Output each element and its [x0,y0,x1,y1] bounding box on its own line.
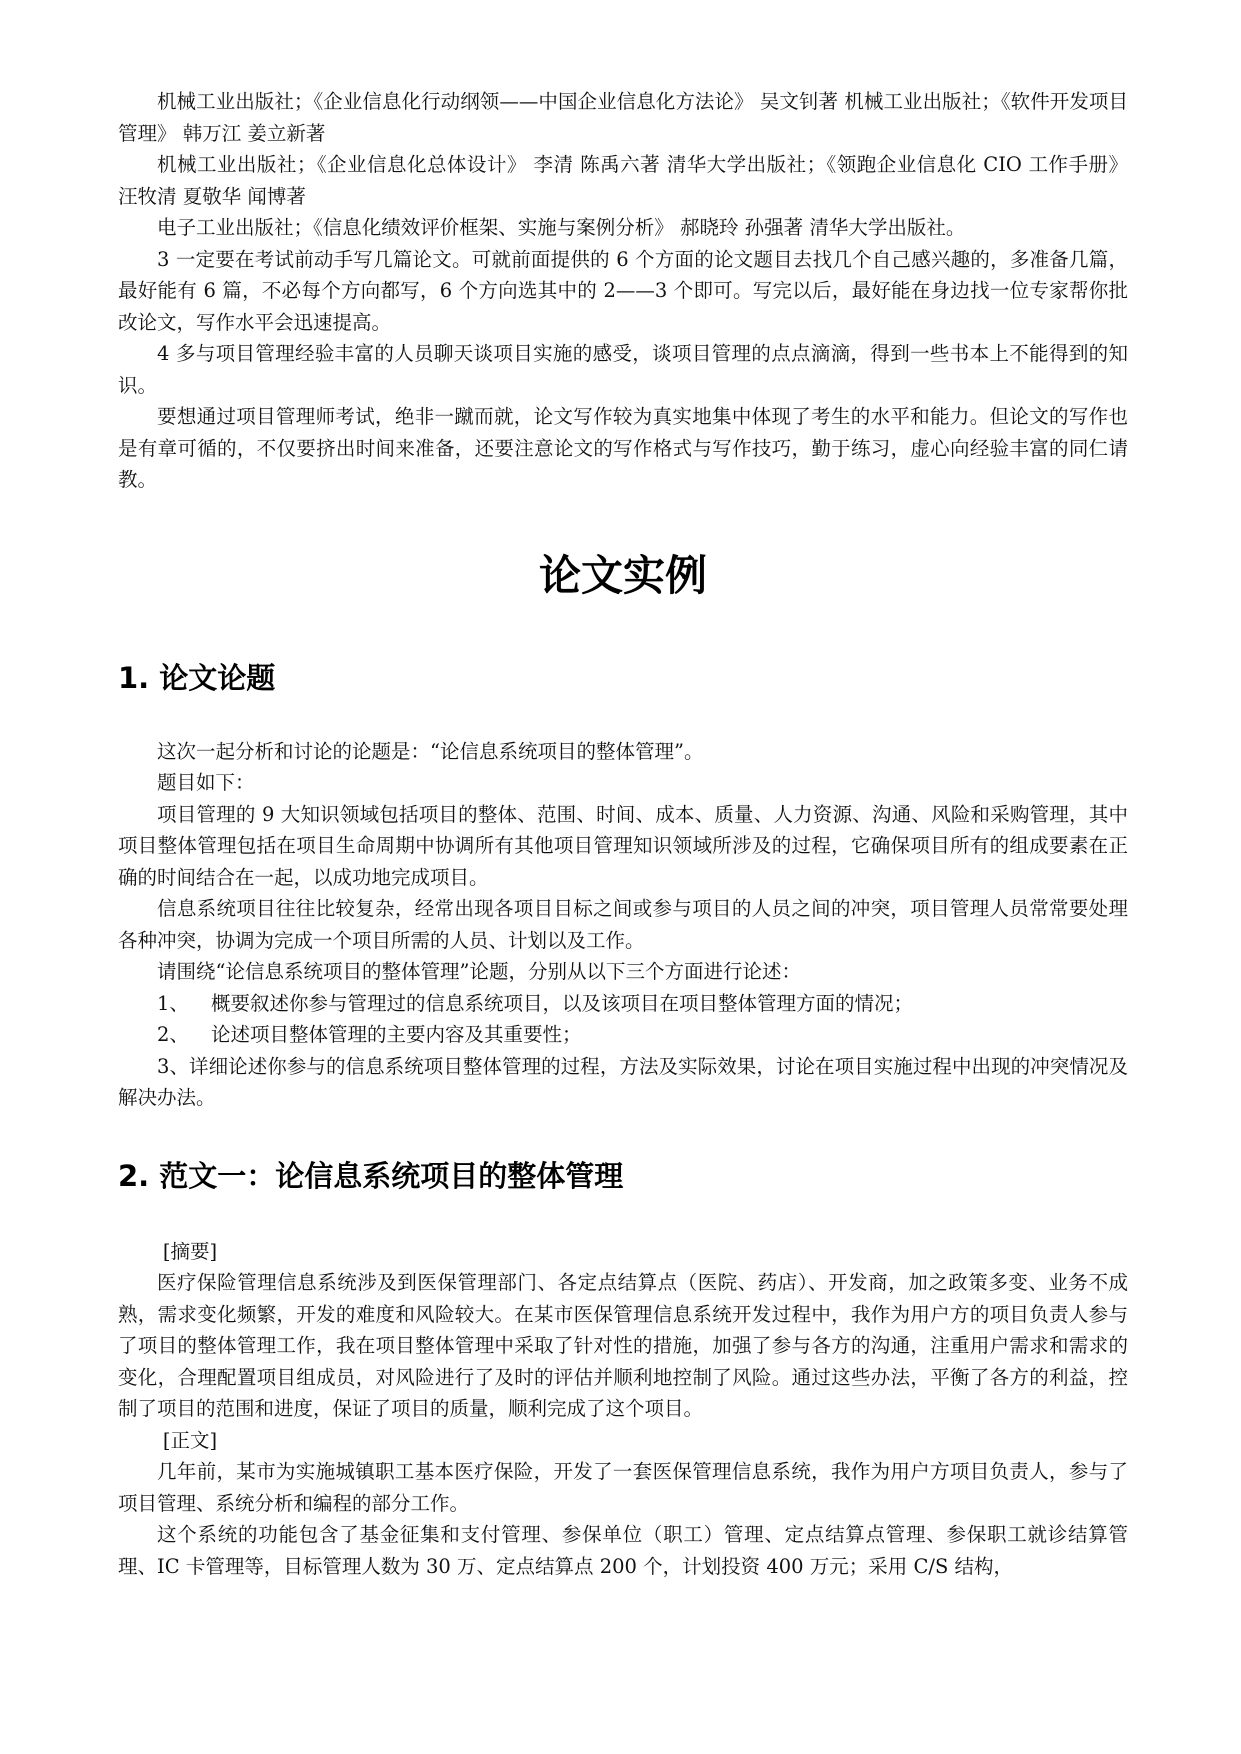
section1-list-item-3: 3、详细论述你参与的信息系统项目整体管理的过程，方法及实际效果，讨论在项目实施过程中出现的冲突情况及解决办法。 [118,1054,1128,1109]
section1-heading: 1. 论文论题 [118,660,276,695]
section1-paragraph-4: 信息系统项目往往比较复杂，经常出现各项目目标之间或参与项目的人员之间的冲突，项目管理人员常常要处理各种冲突，协调为完成一个项目所需的人员、计划以及工作。 [118,897,1128,952]
abstract-label: [摘要] [162,1239,218,1263]
body-paragraph-1: 几年前，某市为实施城镇职工基本医疗保险，开发了一套医保管理信息系统，我作为用户方项目负责人，参与了项目管理、系统分析和编程的部分工作。 [118,1460,1128,1515]
abstract-paragraph: 医疗保险管理信息系统涉及到医保管理部门、各定点结算点（医院、药店）、开发商，加之政策多变、业务不成熟，需求变化频繁，开发的难度和风险较大。在某市医保管理信息系统开发过程中，我作为用户方的项目负责人参与了项目的整体管理工作，我在项目整体管理中采取了针对性的措施，加强了参与各方的沟通，注重用户需求和需求的变化，合理配置项目组成员，对风险进行了及时的评估并顺利地控制了风险。通过这些办法，平衡了各方的利益，控制了项目的范围和进度，保证了项目的质量，顺利完成了这个项目。 [118,1271,1128,1420]
section1-list-item [118,988,1128,1020]
intro-paragraph-3: 电子工业出版社；《信息化绩效评价框架、实施与案例分析》 郝晓玲 孙强著 清华大学出版社。 [157,216,966,239]
main-title: 论文实例 [538,550,707,600]
section1-paragraph-5: 请围绕“论信息系统项目的整体管理”论题，分别从以下三个方面进行论述： [157,960,801,983]
body-label: [正文] [162,1428,218,1452]
list-item-number: 1、 [157,991,189,1015]
intro-paragraph-5: 4 多与项目管理经验丰富的人员聊天谈项目实施的感受，谈项目管理的点点滴滴，得到一些书本上不能得到的知识。 [118,342,1128,397]
intro-paragraph-2: 机械工业出版社；《企业信息化总体设计》 李清 陈禹六著 清华大学出版社；《领跑企业信息化 CIO 工作手册》 汪牧清 夏敬华 闻博著 [118,153,1128,208]
intro-paragraph-6: 要想通过项目管理师考试，绝非一蹴而就，论文写作较为真实地集中体现了考生的水平和能力。但论文的写作也是有章可循的，不仅要挤出时间来准备，还要注意论文的写作格式与写作技巧，勤于练习，虚心向经验丰富的同仁请教。 [118,405,1128,491]
document-page [118,86,1128,1582]
section1-paragraph-3: 项目管理的 9 大知识领域包括项目的整体、范围、时间、成本、质量、人力资源、沟通、风险和采购管理，其中项目整体管理包括在项目生命周期中协调所有其他项目管理知识领域所涉及的过程，它确保项目所有的组成要素在正确的时间结合在一起，以成功地完成项目。 [118,802,1128,889]
section2-heading: 2. 范文一：论信息系统项目的整体管理 [118,1158,624,1193]
section1-list-item [118,1019,1128,1051]
list-item-text: 概要叙述你参与管理过的信息系统项目，以及该项目在项目整体管理方面的情况； [211,991,914,1015]
section1-paragraph-1: 这次一起分析和讨论的论题是：“论信息系统项目的整体管理”。 [157,739,704,763]
section1-paragraph-2: 题目如下： [157,771,255,794]
list-item-text: 论述项目整体管理的主要内容及其重要性； [211,1023,582,1046]
intro-paragraph-1: 机械工业出版社；《企业信息化行动纲领——中国企业信息化方法论》 吴文钊著 机械工业出版社；《软件开发项目管理》 韩万江 姜立新著 [118,90,1128,145]
list-item-number: 2、 [157,1023,189,1046]
body-paragraph-2: 这个系统的功能包含了基金征集和支付管理、参保单位（职工）管理、定点结算点管理、参保职工就诊结算管理、IC 卡管理等，目标管理人数为 30 万、定点结算点 200 个，计划投资 400 万元；采用 C/S 结构， [118,1523,1128,1578]
intro-paragraph-4: 3 一定要在考试前动手写几篇论文。可就前面提供的 6 个方面的论文题目去找几个自己感兴趣的，多准备几篇，最好能有 6 篇，不必每个方向都写，6 个方向选其中的 2——3 个即可。写完以后，最好能在身边找一位专家帮你批改论文，写作水平会迅速提高。 [118,247,1128,334]
